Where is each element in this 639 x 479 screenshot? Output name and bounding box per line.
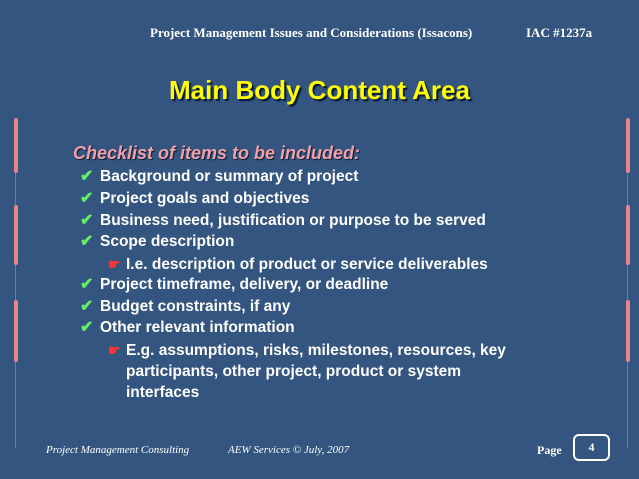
sub-list-item (108, 254, 488, 275)
list-item-text: Budget constraints, if any (100, 298, 291, 315)
list-item (80, 318, 295, 338)
left-accent-bar (14, 205, 18, 265)
check-mark-icon: ✔ (80, 233, 94, 250)
footer-company: Project Management Consulting (46, 444, 190, 456)
list-item-text: Scope description (100, 233, 235, 250)
check-mark-icon: ✔ (80, 190, 94, 207)
page-number: 4 (573, 434, 610, 461)
checklist-heading: Checklist of items to be included: (73, 143, 361, 163)
check-mark-icon: ✔ (80, 298, 94, 315)
sub-list-item-continuation (126, 383, 199, 403)
right-accent-bar (626, 300, 630, 362)
list-item (80, 297, 290, 317)
slide-header (0, 25, 639, 41)
list-item-text: Project timeframe, delivery, or deadline (100, 276, 389, 293)
list-item-text: interfaces (126, 384, 200, 401)
check-mark-icon: ✔ (80, 319, 94, 336)
list-item (80, 189, 309, 209)
list-item (80, 275, 388, 295)
sub-list-item-continuation (126, 362, 461, 382)
sub-list-item (108, 340, 506, 361)
left-accent-bar (14, 300, 18, 362)
pointing-hand-icon: ☛ (108, 256, 121, 272)
list-item-text: I.e. description of product or service deliverables (126, 256, 488, 273)
header-code: IAC #1237a (526, 25, 593, 40)
list-item (80, 167, 358, 187)
pointing-hand-icon: ☛ (108, 342, 121, 358)
check-mark-icon: ✔ (80, 276, 94, 293)
slide-title: Main Body Content Area (169, 75, 470, 105)
list-item-text: E.g. assumptions, risks, milestones, resources, key (126, 342, 506, 359)
list-item (80, 211, 486, 231)
list-item-text: Background or summary of project (100, 168, 359, 185)
list-item-text: Other relevant information (100, 319, 295, 336)
header-title: Project Management Issues and Considerations (Issacons) (150, 25, 473, 40)
right-accent-bar (626, 205, 630, 265)
left-accent-bar (14, 118, 18, 173)
list-item-text: Project goals and objectives (100, 190, 310, 207)
list-item-text: Business need, justification or purpose to be served (100, 212, 486, 229)
check-mark-icon: ✔ (80, 212, 94, 229)
right-accent-bar (626, 118, 630, 173)
list-item (80, 232, 234, 252)
footer-copyright: AEW Services © July, 2007 (228, 444, 350, 456)
list-item-text: participants, other project, product or system (126, 363, 462, 380)
check-mark-icon: ✔ (80, 168, 94, 185)
page-label: Page (537, 443, 562, 457)
